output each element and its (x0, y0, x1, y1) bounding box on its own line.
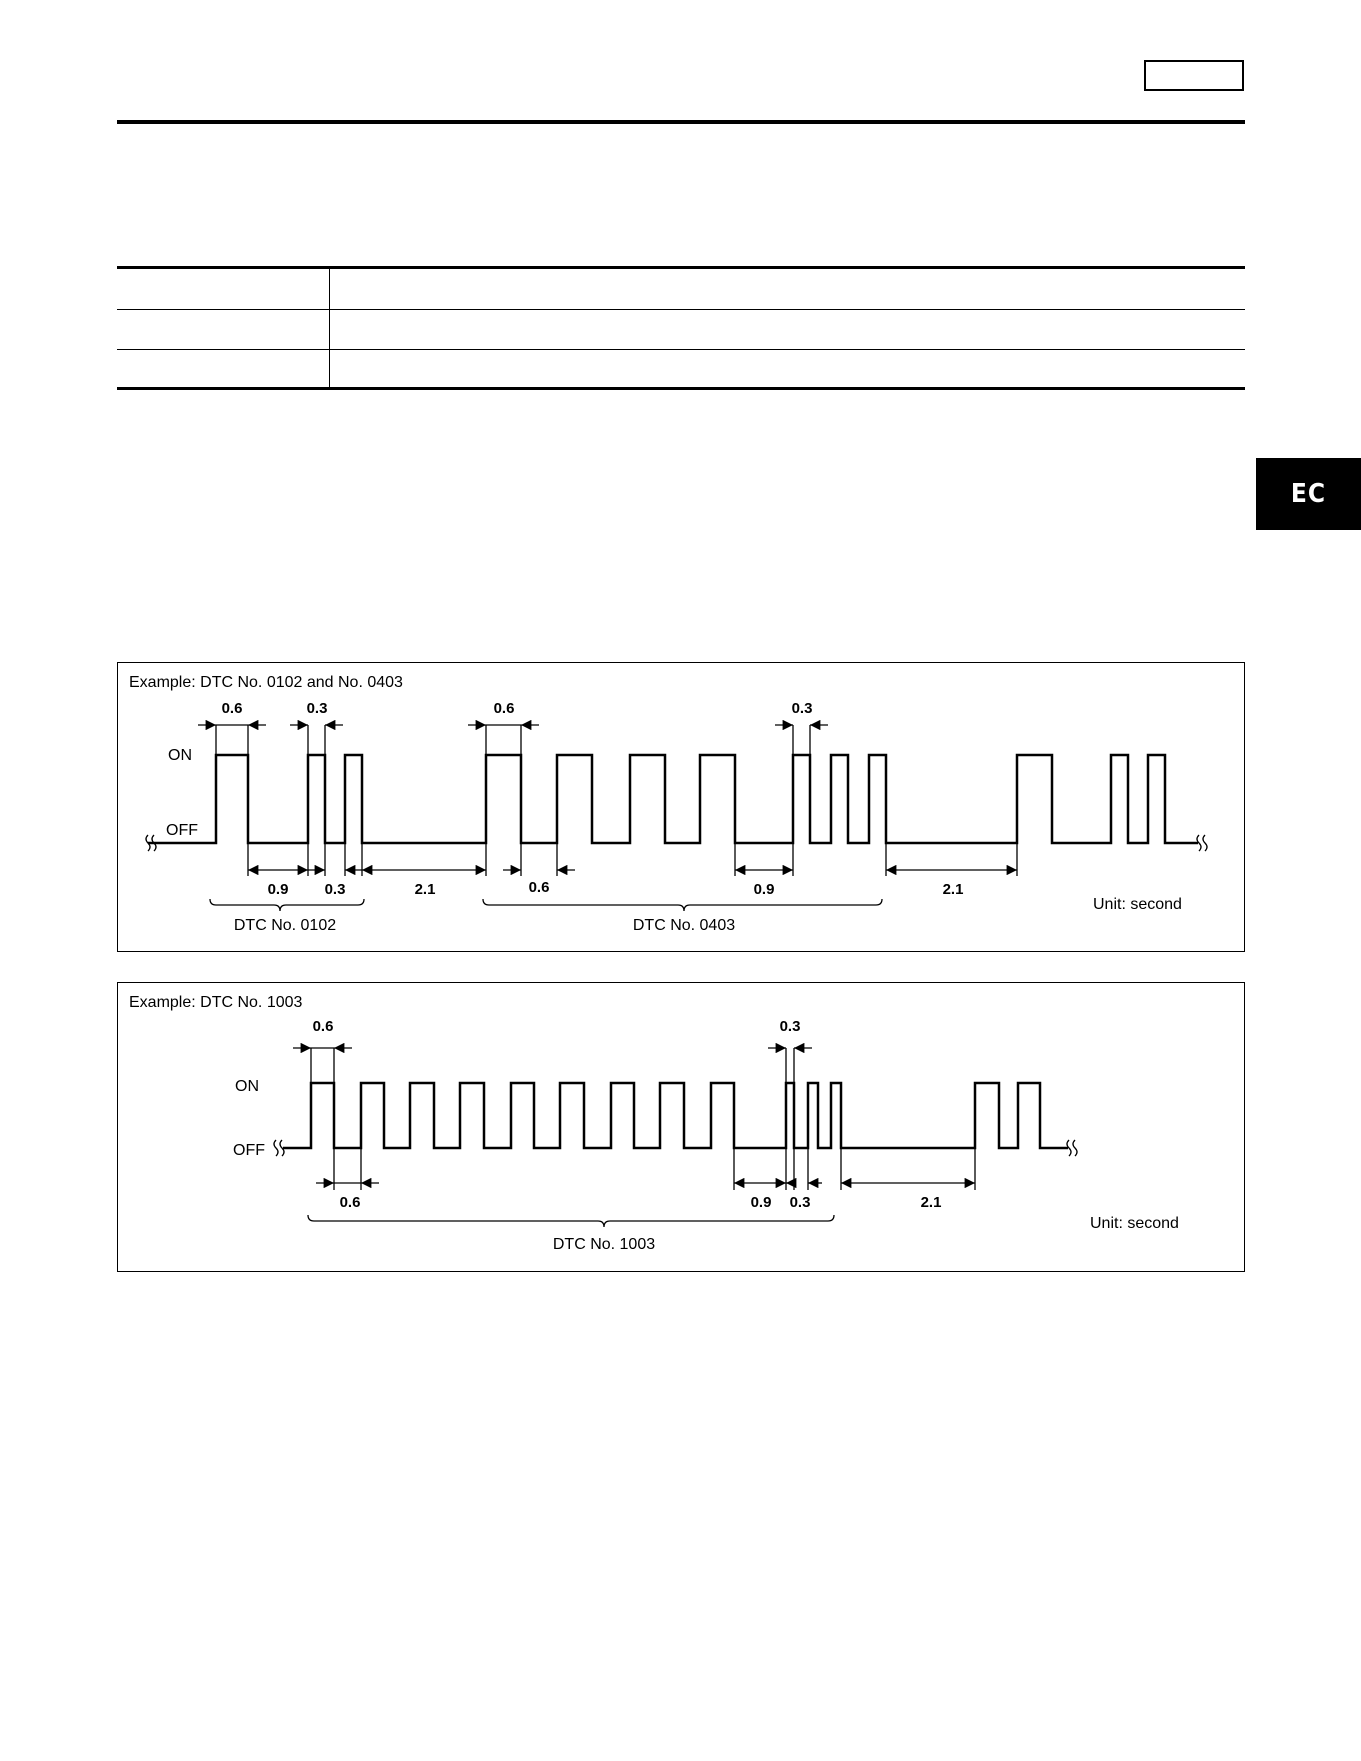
dim-top-0: 0.6 (221, 700, 243, 717)
dim-bottom-1: 0.3 (324, 881, 346, 898)
table-column-divider (329, 269, 330, 387)
on-label: ON (235, 1078, 259, 1095)
dim-top-0: 0.6 (312, 1018, 334, 1035)
unit-label: Unit: second (1090, 1215, 1179, 1232)
dim-bottom-3: 0.6 (528, 879, 550, 896)
dim-bottom-2: 2.1 (414, 881, 436, 898)
dim-bottom-5: 2.1 (942, 881, 964, 898)
section-tab-label: EC (1290, 479, 1327, 509)
group-label-1003: DTC No. 1003 (552, 1236, 656, 1253)
group-label-0102: DTC No. 0102 (233, 917, 337, 934)
unit-label: Unit: second (1093, 896, 1182, 913)
dim-top-1: 0.3 (779, 1018, 801, 1035)
dim-bottom-0: 0.9 (267, 881, 289, 898)
dim-top-1: 0.3 (306, 700, 328, 717)
group-brace-1003 (308, 1215, 834, 1227)
break-mark-left (274, 1140, 284, 1156)
break-mark-right (1197, 835, 1207, 851)
timing-diagram-0102-0403 (117, 662, 1245, 952)
figure-title: Example: DTC No. 1003 (129, 994, 303, 1011)
group-label-0403: DTC No. 0403 (632, 917, 736, 934)
dim-bottom-1: 0.9 (750, 1194, 772, 1211)
dim-bottom-2: 0.3 (789, 1194, 811, 1211)
dim-top-3: 0.3 (791, 700, 813, 717)
group-brace-0403 (483, 899, 882, 911)
timing-diagram-1003 (117, 982, 1245, 1272)
empty-table (117, 266, 1245, 390)
table-row-divider (117, 349, 1245, 350)
bottom-dimensions (316, 1148, 975, 1190)
dim-bottom-0: 0.6 (339, 1194, 361, 1211)
table-row-divider (117, 309, 1245, 310)
dim-top-2: 0.6 (493, 700, 515, 717)
on-label: ON (168, 747, 192, 764)
timing-diagram-svg (118, 983, 1246, 1273)
dim-bottom-4: 0.9 (753, 881, 775, 898)
section-tab-ec (1256, 458, 1361, 530)
dim-bottom-3: 2.1 (920, 1194, 942, 1211)
bottom-dimensions (248, 843, 1017, 876)
group-brace-0102 (210, 899, 364, 911)
signal-waveform (148, 755, 1198, 843)
timing-diagram-svg (118, 663, 1246, 953)
top-dimensions (293, 1048, 812, 1083)
top-dimensions (198, 725, 828, 755)
header-rule (117, 120, 1245, 124)
off-label: OFF (233, 1142, 265, 1159)
break-mark-right (1067, 1140, 1077, 1156)
header-page-box (1144, 60, 1244, 91)
off-label: OFF (166, 822, 198, 839)
signal-waveform (283, 1083, 1068, 1148)
figure-title: Example: DTC No. 0102 and No. 0403 (129, 674, 403, 691)
